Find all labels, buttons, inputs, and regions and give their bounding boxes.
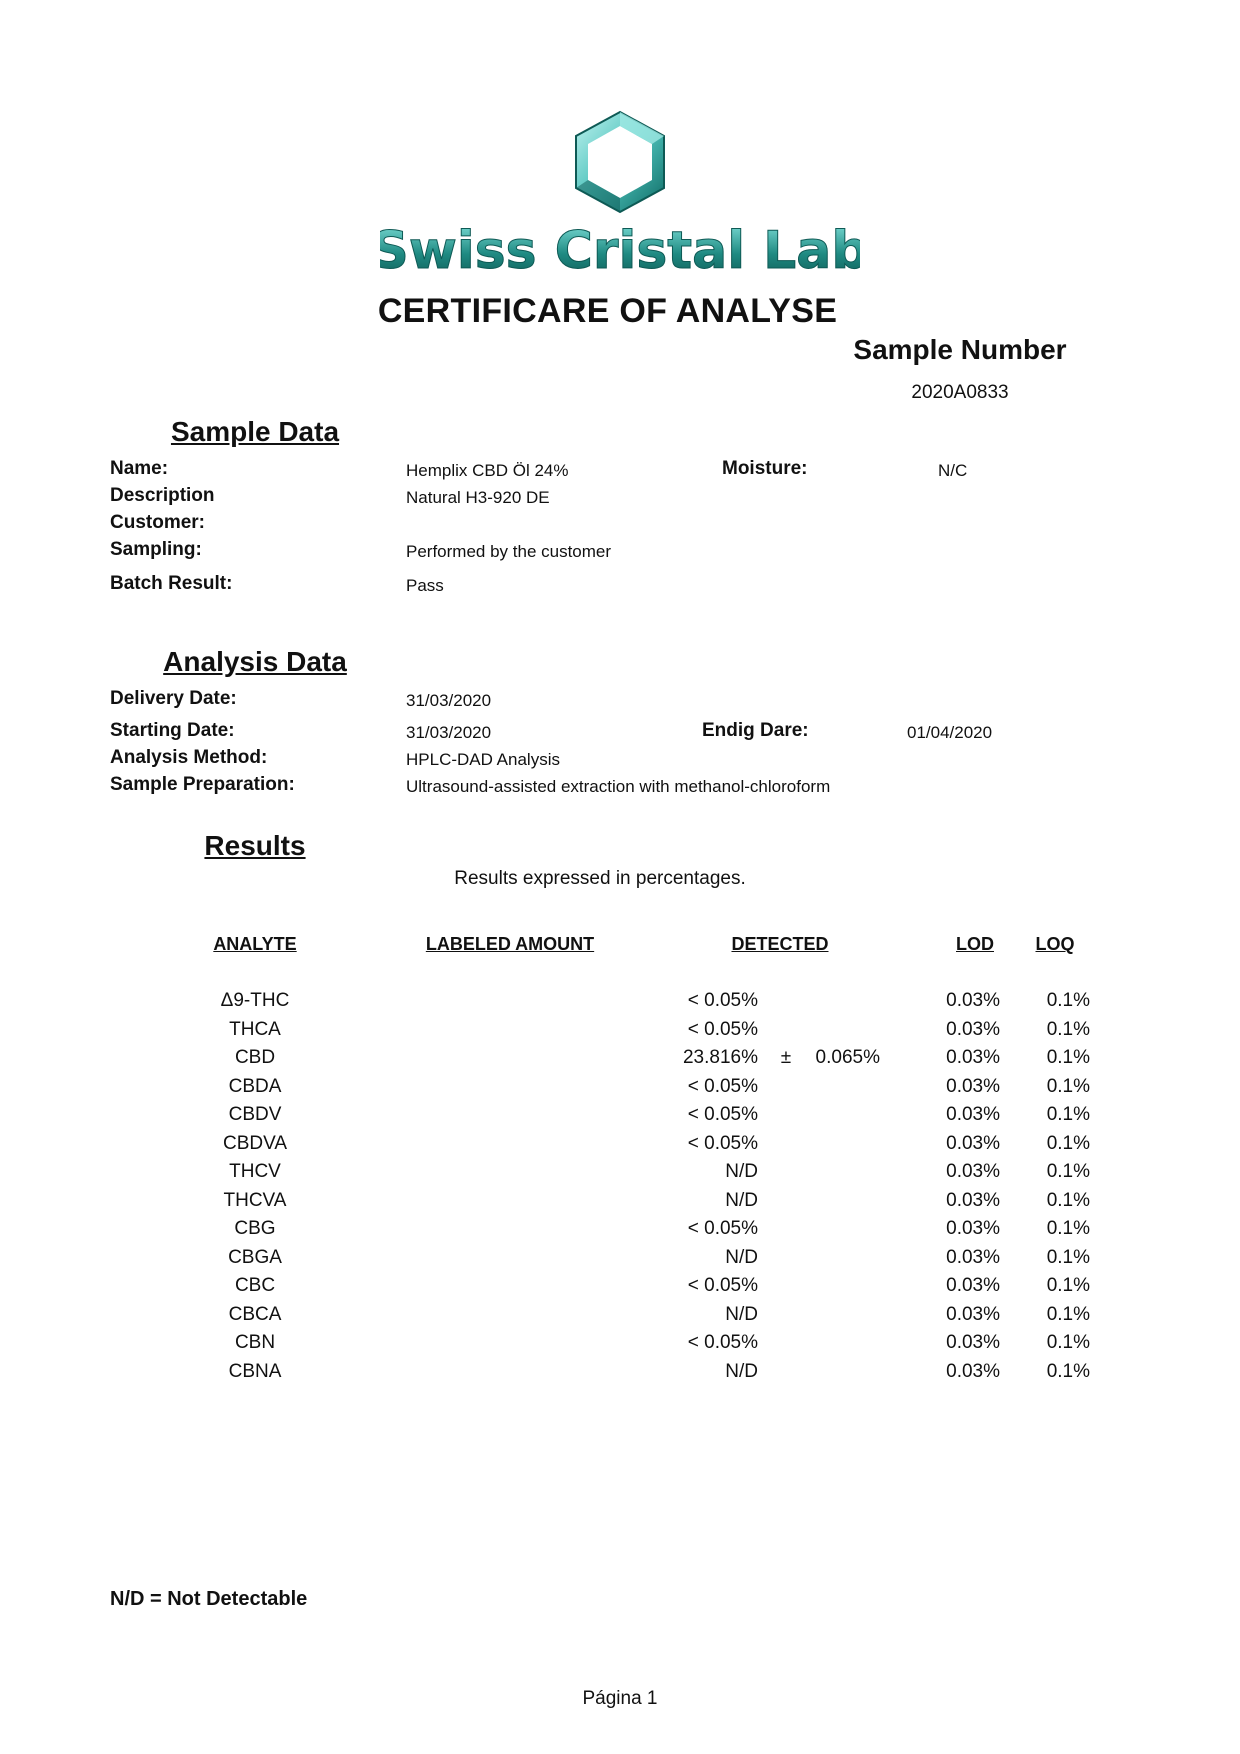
loq-cell: 0.1% — [1046, 1161, 1090, 1182]
analyte-cell: CBG — [234, 1218, 276, 1239]
name-value: Hemplix CBD Öl 24% — [406, 461, 569, 480]
lod-cell: 0.03% — [946, 1304, 1000, 1325]
customer-label: Customer: — [110, 512, 206, 533]
hexagon-crystal-icon — [380, 108, 860, 278]
lod-cell: 0.03% — [946, 1104, 1000, 1125]
sample-number-value: 2020A0833 — [911, 382, 1009, 403]
sampling-value: Performed by the customer — [406, 542, 612, 561]
col-header-loq: LOQ — [1035, 934, 1075, 954]
analyte-cell: CBGA — [228, 1247, 282, 1268]
document-title: CERTIFICARE OF ANALYSE — [377, 292, 838, 330]
detected-cell: < 0.05% — [687, 1218, 758, 1239]
description-value: Natural H3-920 DE — [406, 488, 550, 507]
detected-cell: < 0.05% — [687, 1104, 758, 1125]
loq-cell: 0.1% — [1046, 990, 1090, 1011]
detected-cell: N/D — [725, 1304, 758, 1325]
lod-cell: 0.03% — [946, 1218, 1000, 1239]
detected-cell: < 0.05% — [687, 1019, 758, 1040]
detected-cell: < 0.05% — [687, 1133, 758, 1154]
batch-result-value: Pass — [406, 576, 444, 595]
delivery-date-label: Delivery Date: — [110, 688, 237, 709]
analyte-cell: CBDV — [228, 1104, 282, 1125]
analyte-cell: CBN — [234, 1332, 276, 1353]
lod-cell: 0.03% — [946, 1076, 1000, 1097]
sample-data-heading: Sample Data — [170, 416, 340, 447]
delivery-date-value: 31/03/2020 — [406, 691, 492, 710]
analyte-cell: CBC — [234, 1275, 276, 1296]
loq-cell: 0.1% — [1046, 1332, 1090, 1353]
loq-cell: 0.1% — [1046, 1076, 1090, 1097]
sample-number-label: Sample Number — [853, 334, 1067, 365]
description-label: Description — [110, 485, 215, 506]
lod-cell: 0.03% — [946, 1133, 1000, 1154]
moisture-value: N/C — [938, 461, 968, 480]
ending-date-value: 01/04/2020 — [907, 723, 993, 742]
nd-footnote: N/D = Not Detectable — [110, 1588, 308, 1610]
loq-cell: 0.1% — [1046, 1275, 1090, 1296]
page-number: Página 1 — [582, 1688, 658, 1709]
col-header-detected: DETECTED — [731, 934, 829, 954]
analyte-cell: CBCA — [228, 1304, 282, 1325]
detected-cell: N/D — [725, 1190, 758, 1211]
loq-cell: 0.1% — [1046, 1190, 1090, 1211]
lod-cell: 0.03% — [946, 1161, 1000, 1182]
uncertainty-cell: 0.065% — [815, 1047, 880, 1068]
starting-date-value: 31/03/2020 — [406, 723, 492, 742]
detected-cell: N/D — [725, 1361, 758, 1382]
detected-cell: < 0.05% — [687, 1076, 758, 1097]
moisture-label: Moisture: — [722, 458, 808, 479]
starting-date-label: Starting Date: — [110, 720, 235, 741]
lod-cell: 0.03% — [946, 990, 1000, 1011]
lab-logo — [380, 108, 860, 278]
lod-cell: 0.03% — [946, 1019, 1000, 1040]
loq-cell: 0.1% — [1046, 1361, 1090, 1382]
analysis-method-value: HPLC-DAD Analysis — [406, 750, 560, 769]
loq-cell: 0.1% — [1046, 1047, 1090, 1068]
lod-cell: 0.03% — [946, 1332, 1000, 1353]
lod-cell: 0.03% — [946, 1190, 1000, 1211]
loq-cell: 0.1% — [1046, 1019, 1090, 1040]
loq-cell: 0.1% — [1046, 1247, 1090, 1268]
name-label: Name: — [110, 458, 169, 479]
results-heading: Results — [204, 830, 306, 861]
analysis-data-heading: Analysis Data — [163, 646, 347, 677]
col-header-labeled-amount: LABELED AMOUNT — [425, 934, 595, 954]
analyte-cell: CBDA — [228, 1076, 282, 1097]
analyte-cell: CBNA — [228, 1361, 282, 1382]
loq-cell: 0.1% — [1046, 1133, 1090, 1154]
analyte-cell: THCV — [229, 1161, 281, 1182]
detected-cell: < 0.05% — [687, 990, 758, 1011]
loq-cell: 0.1% — [1046, 1218, 1090, 1239]
sample-preparation-label: Sample Preparation: — [110, 774, 295, 795]
analyte-cell: THCA — [229, 1019, 281, 1040]
col-header-analyte: ANALYTE — [213, 934, 297, 954]
analyte-cell: CBDVA — [222, 1133, 288, 1154]
batch-result-label: Batch Result: — [110, 573, 233, 594]
lod-cell: 0.03% — [946, 1361, 1000, 1382]
detected-cell: < 0.05% — [687, 1332, 758, 1353]
ending-date-label: Endig Dare: — [702, 720, 809, 741]
results-note: Results expressed in percentages. — [454, 868, 746, 889]
loq-cell: 0.1% — [1046, 1104, 1090, 1125]
lod-cell: 0.03% — [946, 1275, 1000, 1296]
col-header-lod: LOD — [956, 934, 994, 954]
detected-cell: N/D — [725, 1161, 758, 1182]
analysis-method-label: Analysis Method: — [110, 747, 268, 768]
analyte-cell: Δ9-THC — [220, 990, 290, 1011]
analyte-cell: CBD — [234, 1047, 276, 1068]
analyte-cell: THCVA — [223, 1190, 287, 1211]
detected-cell: 23.816% — [682, 1047, 758, 1068]
detected-cell: N/D — [725, 1247, 758, 1268]
detected-cell: < 0.05% — [687, 1275, 758, 1296]
plus-minus-cell: ± — [780, 1047, 792, 1068]
sampling-label: Sampling: — [110, 539, 202, 560]
lod-cell: 0.03% — [946, 1247, 1000, 1268]
loq-cell: 0.1% — [1046, 1304, 1090, 1325]
logo-text: Swiss Cristal Lab — [380, 221, 860, 278]
sample-preparation-value: Ultrasound-assisted extraction with methanol-chloroform — [406, 777, 831, 796]
lod-cell: 0.03% — [946, 1047, 1000, 1068]
